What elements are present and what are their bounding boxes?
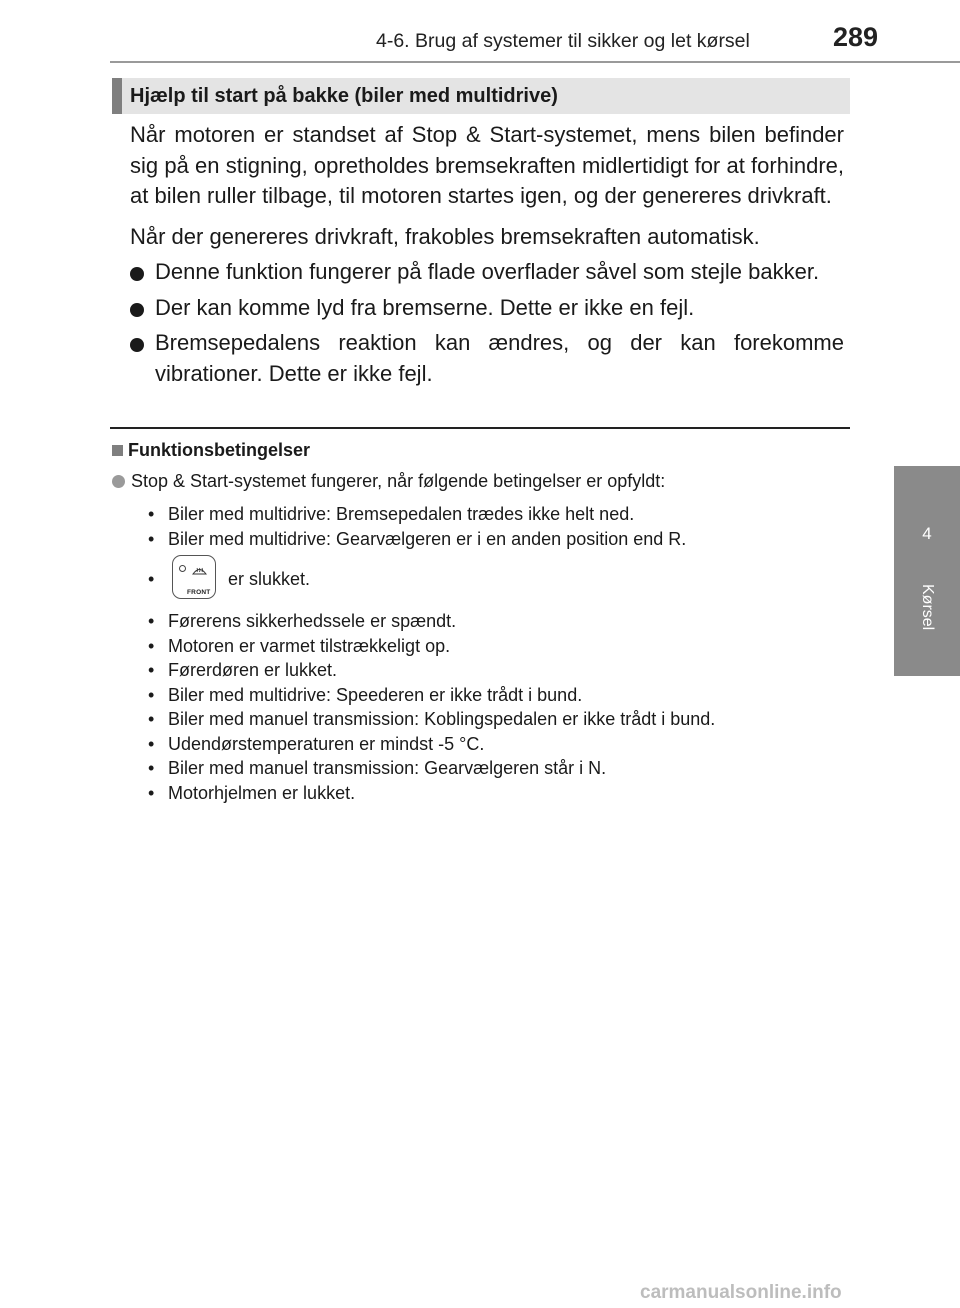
defroster-symbol-icon [192,565,207,575]
section-divider [110,427,850,429]
chapter-side-tab [894,466,960,676]
list-item: • Biler med manuel transmission: Gearvælgeren står i N. [148,758,607,778]
bullet-item: Der kan komme lyd fra bremserne. Dette er ikke en fejl. [130,293,844,324]
indicator-light-icon [179,565,186,572]
bullet-item: Bremsepedalens reaktion kan ændres, og der kan forekomme vibrationer. Dette er ikke fejl. [130,328,844,389]
conditions-heading: Funktionsbetingelser [112,440,852,461]
side-tab-number: 4 [922,524,932,543]
list-item: • Biler med manuel transmission: Koblingspedalen er ikke trådt i bund. [148,709,716,729]
watermark: carmanualsonline.info [640,1282,842,1303]
main-text [130,120,844,389]
front-defroster-button-icon [172,555,216,599]
list-item: • Motorhjelmen er lukket. [148,782,356,803]
list-item-with-icon: • FRONT er slukket. [148,553,852,609]
gray-dot-icon [112,475,125,488]
paragraph-2: Når der genereres drivkraft, frakobles bremsekraften automatisk. [130,223,760,249]
button-icon-label: FRONT [187,589,211,596]
header-rule [110,61,960,63]
bullet-dot-icon [130,338,144,352]
page-header [0,0,960,62]
bullet-item: Denne funktion fungerer på flade overflader såvel som stejle bakker. [130,257,844,288]
square-bullet-icon [112,445,123,456]
list-item: • Biler med multidrive: Bremsepedalen trædes ikke helt ned. [148,504,635,524]
list-item: • Førerens sikkerhedssele er spændt. [148,611,457,631]
bullet-dot-icon [130,267,144,281]
page-number: 289 [833,22,879,52]
bullet-list [130,257,844,389]
list-item: • Førerdøren er lukket. [148,660,338,680]
side-tab-label: Kørsel [919,584,936,631]
chapter-title: 4-6. Brug af systemer til sikker og let kørsel [376,30,750,52]
list-item: • Udendørstemperaturen er mindst -5 °C. [148,733,485,754]
conditions-intro: Stop & Start-systemet fungerer, når følgende betingelser er opfyldt: [112,471,852,492]
conditions-list [148,502,852,805]
conditions-section [112,440,852,805]
list-item: • Motoren er varmet tilstrækkeligt op. [148,635,451,656]
section-heading [112,78,850,114]
paragraph-1: Når motoren er standset af Stop & Start-systemet, mens bilen befinder sig på en stigning, opretholdes bremsekraften midlertidigt for at forhindre, at bilen ruller tilbage, til motoren startes igen, og der genereres drivkraft. [130,122,844,208]
section-heading-text: Hjælp til start på bakke (biler med multidrive) [130,85,558,107]
bullet-dot-icon [130,303,144,317]
icon-item-text: er slukket. [228,569,311,589]
list-item: • Biler med multidrive: Speederen er ikke trådt i bund. [148,684,583,705]
list-item: • Biler med multidrive: Gearvælgeren er i en anden position end R. [148,528,687,549]
